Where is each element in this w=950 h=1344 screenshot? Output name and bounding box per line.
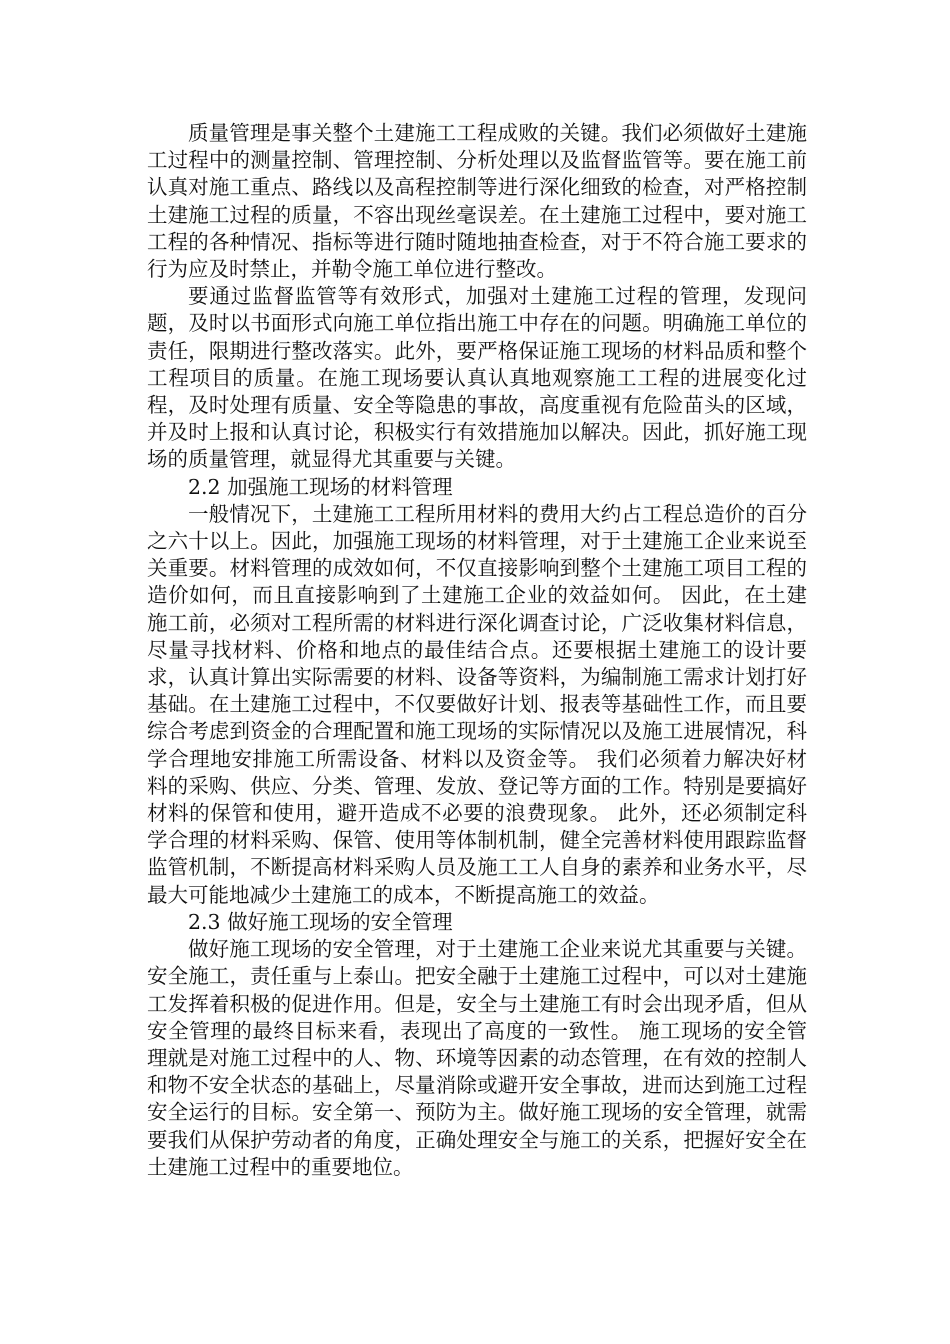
section-heading-2-3: 2.3 做好施工现场的安全管理 <box>188 909 453 934</box>
section-heading-2-2: 2.2 加强施工现场的材料管理 <box>188 474 453 499</box>
document-page <box>147 120 807 1181</box>
paragraph-material-management: 一般情况下，土建施工工程所用材料的费用大约占工程总造价的百分之六十以上。因此，加强施工现场的材料管理，对于土建施工企业来说至关重要。材料管理的成效如何，不仅直接影响到整个土建施工项目工程的造价如何，而且直接影响到了土建施工企业的效益如何。 因此，在土建施工前，必须对工程所需的材料进行深化调查讨论，广泛收集材料信息，尽量寻找材料、价格和地点的最佳结合点。还要根据土建施工的设计要求，认真计算出实际需要的材料、设备等资料，为编制施工需求计划打好基础。在土建施工过程中，不仅要做好计划、报表等基础性工作，而且要综合考虑到资金的合理配置和施工现场的实际情况以及施工进展情况，科学合理地安排施工所需设备、材料以及资金等。 我们必须着力解决好材料的采购、供应、分类、管理、发放、登记等方面的工作。特别是要搞好材料的保管和使用，避开造成不必要的浪费现象。 此外，还必须制定科学合理的材料采购、保管、使用等体制机制，健全完善材料使用跟踪监督监管机制，不断提高材料采购人员及施工工人自身的素养和业务水平，尽最大可能地减少土建施工的成本，不断提高施工的效益。 <box>147 501 807 907</box>
paragraph-safety-management: 做好施工现场的安全管理，对于土建施工企业来说尤其重要与关键。安全施工，责任重与上泰山。把安全融于土建施工过程中，可以对土建施工发挥着积极的促进作用。但是，安全与土建施工有时会出现矛盾，但从安全管理的最终目标来看，表现出了高度的一致性。 施工现场的安全管理就是对施工过程中的人、物、环境等因素的动态管理，在有效的控制人和物不安全状态的基础上，尽量消除或避开安全事故，进而达到施工过程安全运行的目标。安全第一、预防为主。做好施工现场的安全管理，就需要我们从保护劳动者的角度，正确处理安全与施工的关系，把握好安全在土建施工过程中的重要地位。 <box>147 937 807 1179</box>
paragraph-quality-management: 质量管理是事关整个土建施工工程成败的关键。我们必须做好土建施工过程中的测量控制、管理控制、分析处理以及监督监管等。要在施工前认真对施工重点、路线以及高程控制等进行深化细致的检查，对严格控制土建施工过程的质量，不容出现丝毫误差。在土建施工过程中，要对施工工程的各种情况、指标等进行随时随地抽查检查，对于不符合施工要求的行为应及时禁止，并勒令施工单位进行整改。 <box>147 121 807 282</box>
paragraph-supervision: 要通过监督监管等有效形式，加强对土建施工过程的管理，发现问题，及时以书面形式向施工单位指出施工中存在的问题。明确施工单位的责任，限期进行整改落实。此外，要严格保证施工现场的材料品质和整个工程项目的质量。在施工现场要认真认真地观察施工工程的进展变化过程，及时处理有质量、安全等隐患的事故，高度重视有危险苗头的区域，并及时上报和认真讨论，积极实行有效措施加以解决。因此，抓好施工现场的质量管理，就显得尤其重要与关键。 <box>147 284 807 472</box>
